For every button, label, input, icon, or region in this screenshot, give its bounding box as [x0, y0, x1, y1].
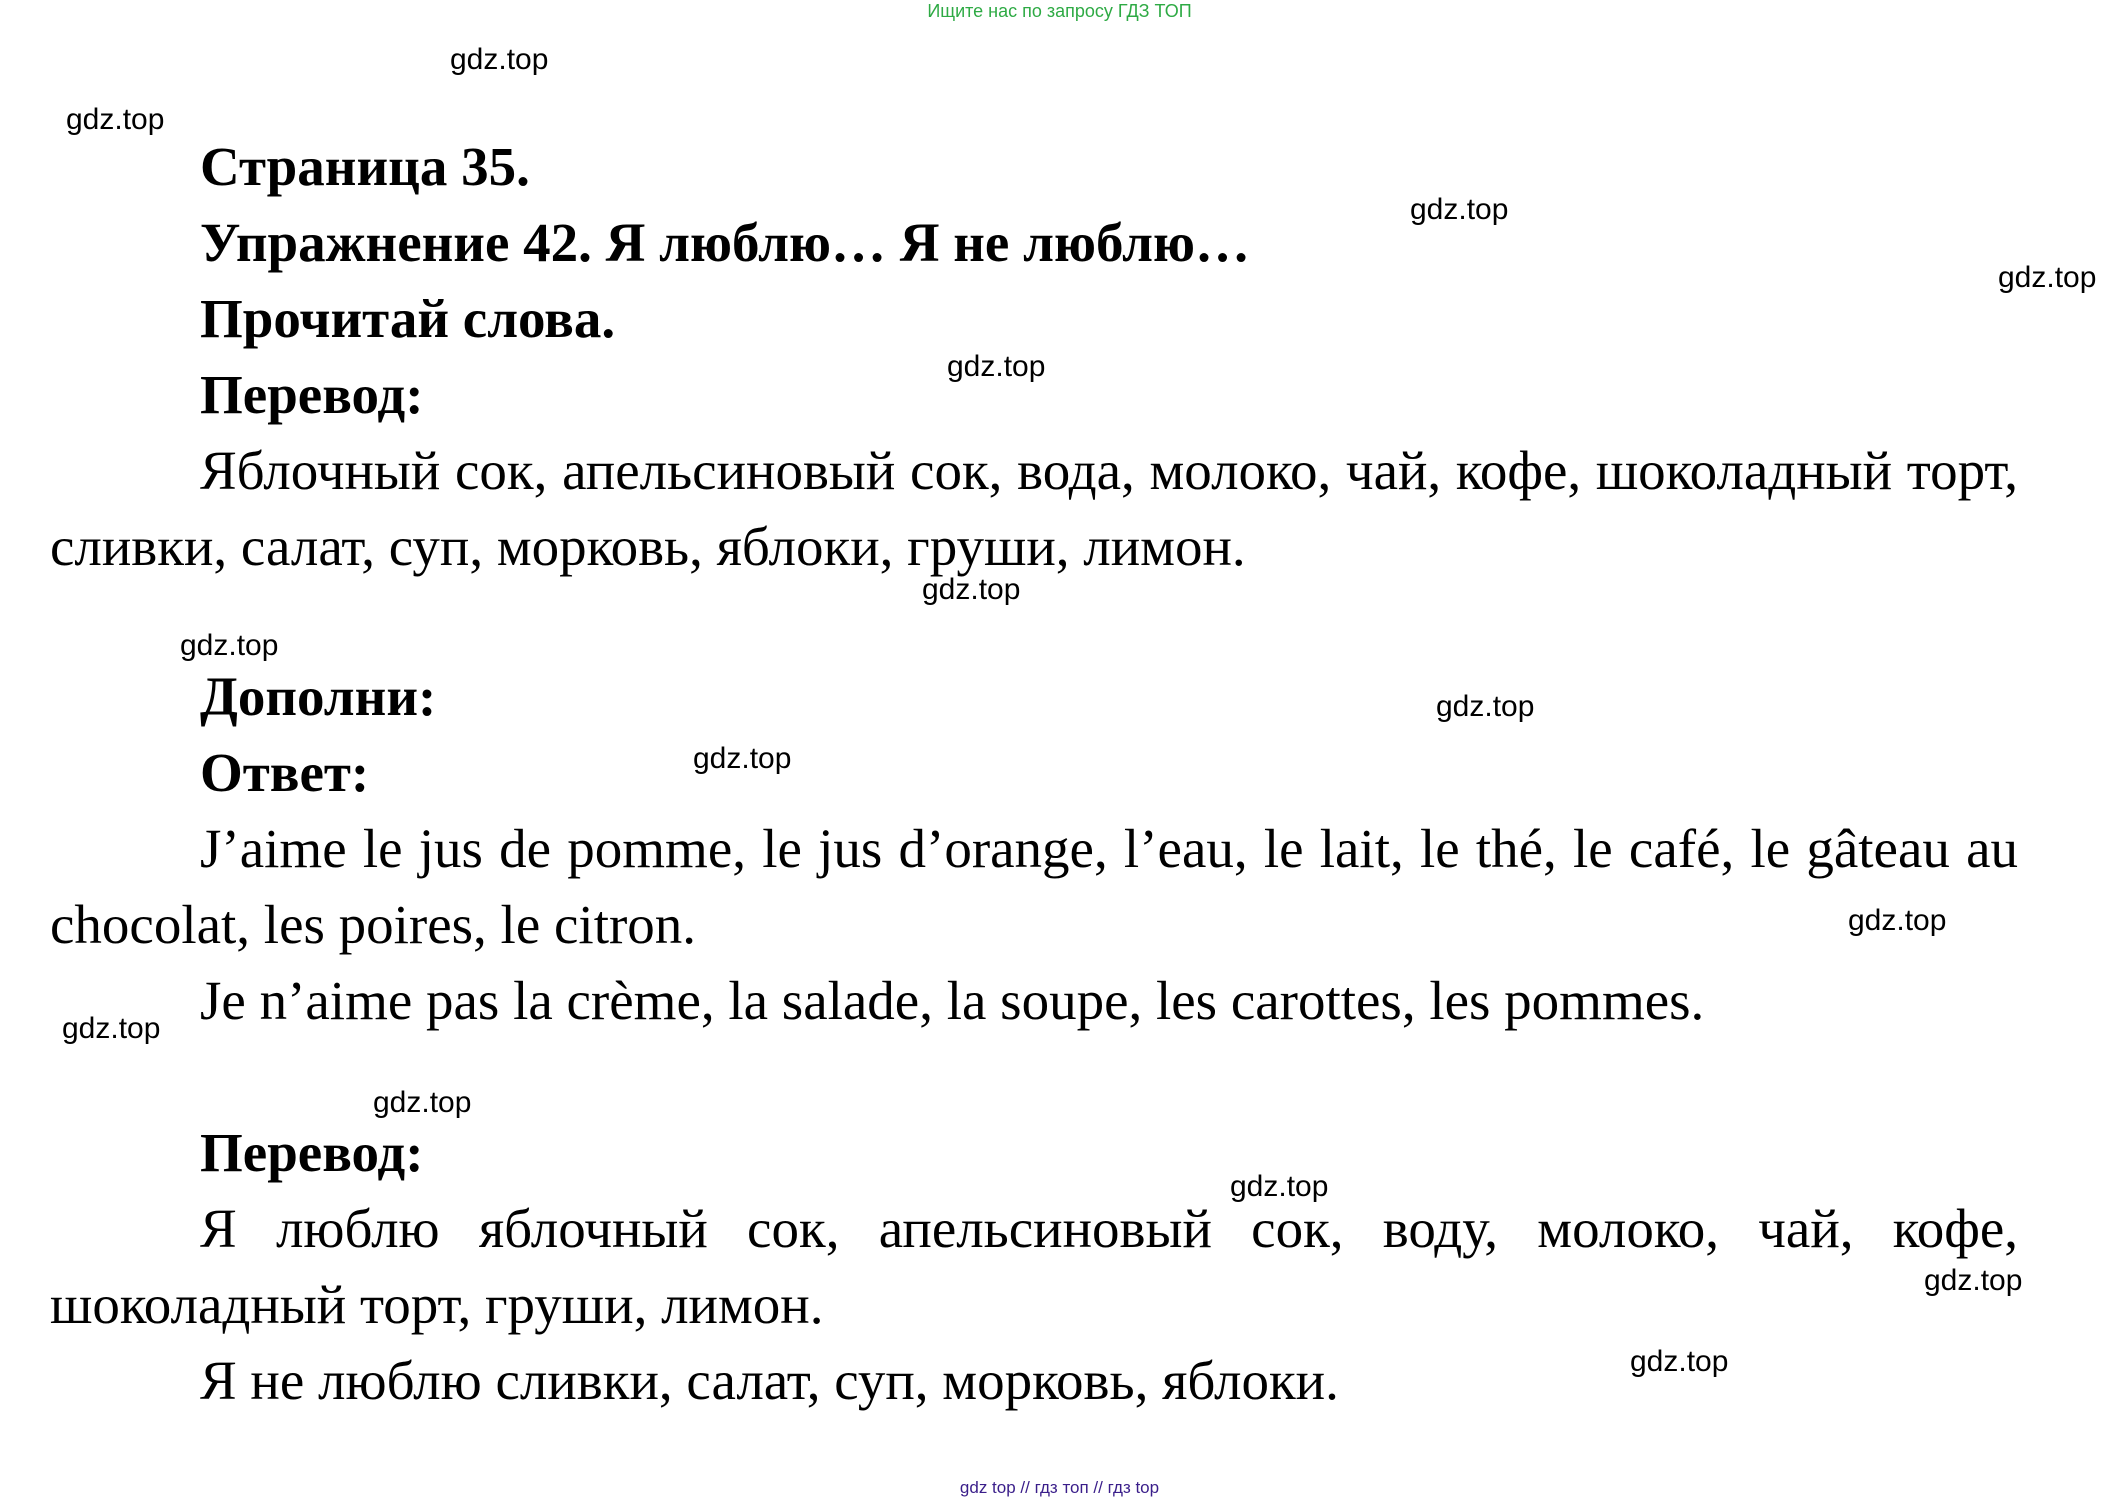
page-heading: Страница 35.	[200, 136, 530, 197]
watermark: gdz.top	[66, 103, 165, 136]
watermark: gdz.top	[1630, 1345, 1729, 1378]
translation-like: Я люблю яблочный сок, апельсиновый сок, воду, молоко, чай, кофе, шоколадный торт, груши, лимон.	[50, 1198, 2018, 1335]
top-banner[interactable]: Ищите нас по запросу ГДЗ ТОП	[927, 1, 1192, 21]
instruction-complete: Дополни:	[200, 666, 437, 727]
answer-like: J’aime le jus de pomme, le jus d’orange, l’eau, le lait, le thé, le café, le gâteau au chocolat, les poires, le citron.	[50, 818, 2018, 955]
instruction-read: Прочитай слова.	[200, 288, 616, 349]
answer-label: Ответ:	[200, 742, 370, 803]
watermark: gdz.top	[1436, 690, 1535, 723]
watermark: gdz.top	[1848, 904, 1947, 937]
exercise-content	[50, 129, 2018, 1419]
spacer	[50, 1039, 2018, 1115]
watermark: gdz.top	[373, 1086, 472, 1119]
answer-dislike: Je n’aime pas la crème, la salade, la soupe, les carottes, les pommes.	[200, 970, 1705, 1031]
watermark: gdz.top	[922, 573, 1021, 606]
watermark: gdz.top	[1998, 261, 2097, 294]
spacer	[50, 585, 2018, 659]
watermark: gdz.top	[693, 742, 792, 775]
watermark: gdz.top	[1230, 1170, 1329, 1203]
translation-label: Перевод:	[200, 364, 424, 425]
translation-dislike: Я не люблю сливки, салат, суп, морковь, яблоки.	[200, 1350, 1339, 1411]
translation-words: Яблочный сок, апельсиновый сок, вода, молоко, чай, кофе, шоколадный торт, сливки, салат, суп, морковь, яблоки, груши, лимон.	[50, 440, 2018, 577]
watermark: gdz.top	[450, 43, 549, 76]
watermark: gdz.top	[1924, 1264, 2023, 1297]
watermark: gdz.top	[62, 1012, 161, 1045]
watermark: gdz.top	[947, 350, 1046, 383]
translation-label: Перевод:	[200, 1122, 424, 1183]
exercise-heading: Упражнение 42. Я люблю… Я не люблю…	[200, 212, 1250, 273]
watermark: gdz.top	[1410, 193, 1509, 226]
watermark: gdz.top	[180, 629, 279, 662]
footer-links[interactable]: gdz top // гдз топ // гдз top	[959, 1478, 1160, 1497]
